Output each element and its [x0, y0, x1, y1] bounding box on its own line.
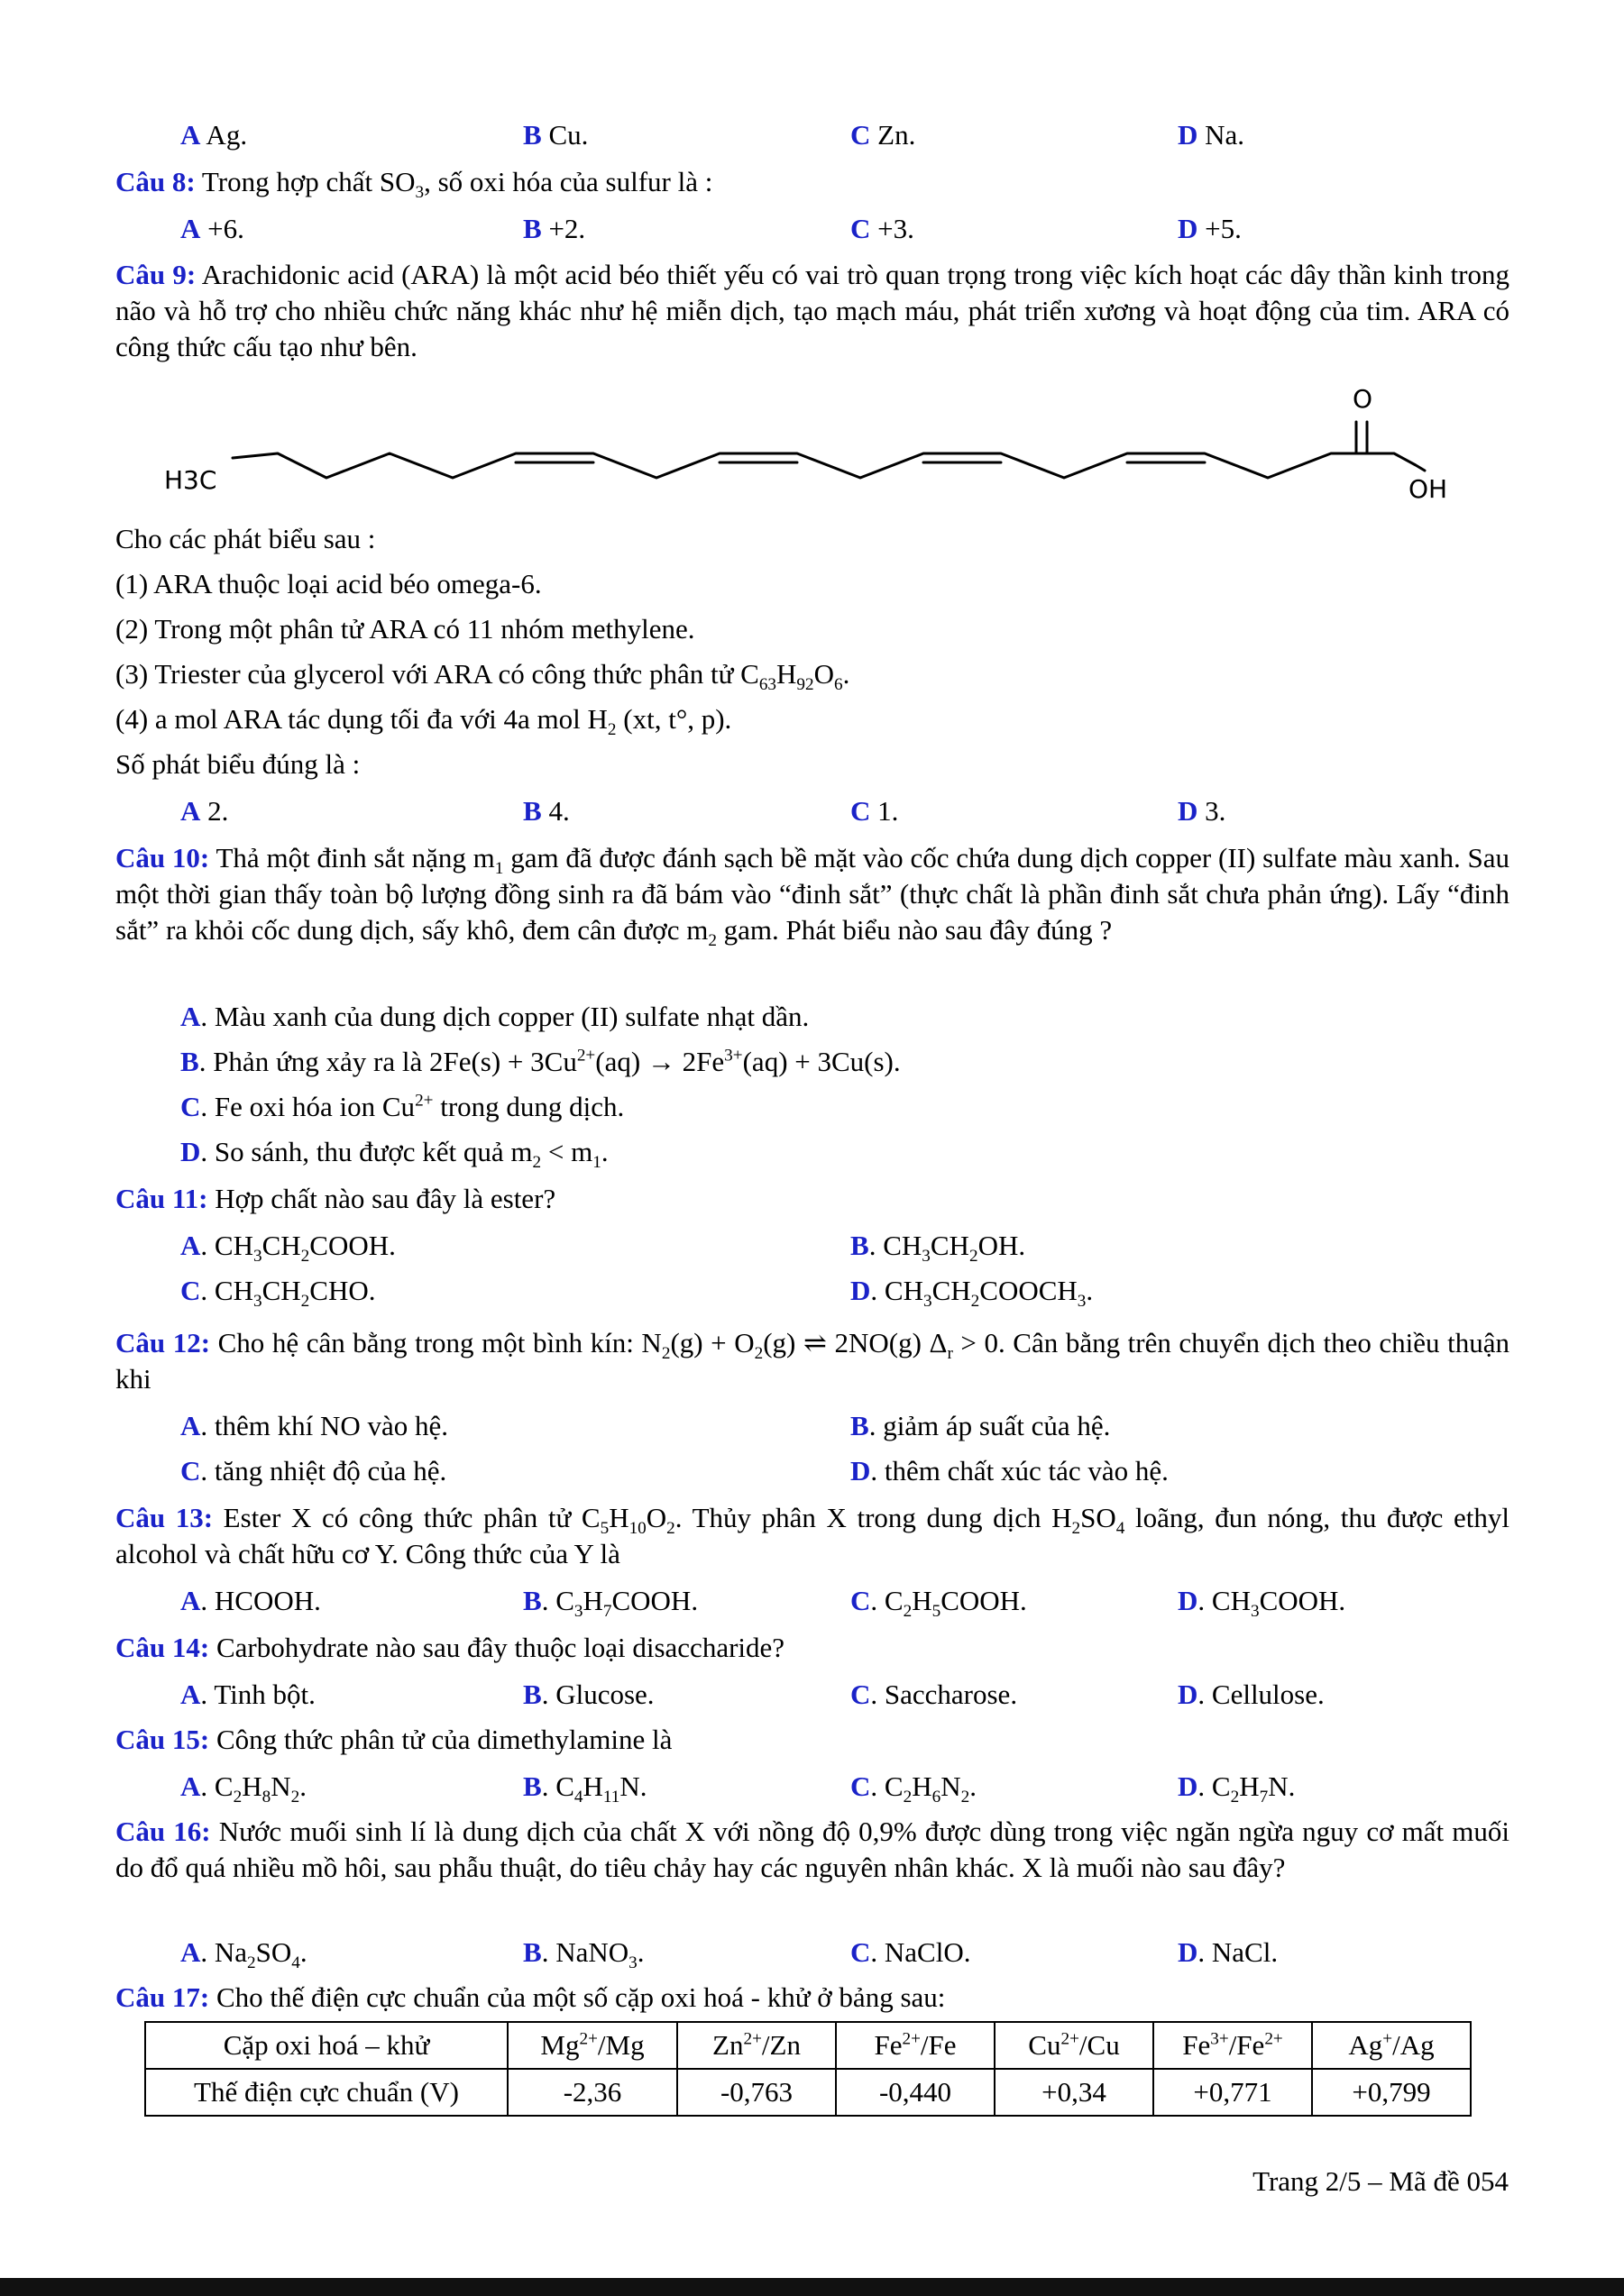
struct-o-label: O — [1353, 384, 1373, 414]
question-number: Câu 14: — [115, 1632, 210, 1663]
q12-stem: Câu 12: Cho hệ cân bằng trong một bình kín: $N_2(g) + O_2(g)$ ⇌ 2NO(g) $\Delta_r > 0$. Cân bằng trên chuyển dịch theo chiều thuận khi — [115, 1327, 1509, 1395]
q8-stem: Câu 8: Trong hợp chất $SO_3$, số oxi hóa của sulfur là : — [115, 166, 713, 203]
table-cell: Ag+/Ag — [1312, 2022, 1471, 2069]
question-number: Câu 13: — [115, 1502, 214, 1533]
table-cell: $Cu^{2+}/Cu$ — [995, 2022, 1153, 2069]
q9-option-c: C 1. — [850, 795, 899, 827]
q9-option-d: D 3. — [1178, 795, 1226, 827]
q8-option-a: A +6. — [180, 213, 244, 244]
table-cell: +0,34 — [995, 2069, 1153, 2116]
struct-oh-label: OH — [1408, 474, 1448, 504]
question-number: Câu 11: — [115, 1183, 208, 1214]
table-cell: +0,799 — [1312, 2069, 1471, 2116]
q17-stem: Câu 17: Cho thế điện cực chuẩn của một số cặp oxi hoá - khử ở bảng sau: — [115, 1981, 946, 2013]
struct-ch3-label: H3C — [164, 465, 217, 495]
q13-stem: Câu 13: Ester X có công thức phân tử $C_5H_{10}O_2$. Thủy phân X trong dung dịch $H_2SO_4$ loãng, đun nóng, thu được ethyl alcohol và chất hữu cơ Y. Công thức của Y là — [115, 1502, 1509, 1569]
carbon-chain — [233, 422, 1425, 478]
table-cell: $Mg^{2+}/Mg$ — [508, 2022, 677, 2069]
q13-option-b: B. $C_3H_7COOH$. — [523, 1585, 699, 1622]
ara-structure-diagram — [153, 379, 1470, 514]
table-header-cell: Cặp oxi hoá – khử — [145, 2022, 508, 2069]
q9-statement-3: (3) Triester của glycerol với ARA có công thức phân tử $C_{63}H_{92}O_6$. — [115, 658, 850, 695]
q7-option-c: C Zn. — [850, 119, 916, 151]
q15-option-d: D. $C_2H_7N$. — [1178, 1770, 1296, 1807]
table-cell: +0,771 — [1153, 2069, 1312, 2116]
q9-intro: Cho các phát biểu sau : — [115, 523, 376, 554]
question-number: Câu 10: — [115, 842, 210, 874]
q11-option-c: C. $CH_3CH_2CHO$. — [180, 1275, 376, 1312]
table-cell: $Zn^{2+}/Zn$ — [677, 2022, 836, 2069]
option-letter: A — [180, 119, 201, 151]
q15-option-a: A. $C_2H_8N_2$. — [180, 1770, 307, 1807]
q9-question: Số phát biểu đúng là : — [115, 748, 361, 780]
q10-option-d: D. So sánh, thu được kết quả $m_2 < m_1$. — [180, 1136, 609, 1173]
q12-option-a: A. thêm khí NO vào hệ. — [180, 1410, 449, 1441]
q8-option-d: D +5. — [1178, 213, 1242, 244]
q14-option-c: C. Saccharose. — [850, 1679, 1018, 1710]
q12-option-d: D. thêm chất xúc tác vào hệ. — [850, 1455, 1169, 1486]
q16-option-d: D. NaCl. — [1178, 1936, 1279, 1968]
q11-option-b: B. $CH_3CH_2OH$. — [850, 1230, 1026, 1267]
q16-option-c: C. NaClO. — [850, 1936, 971, 1968]
q9-statement-4: (4) a mol ARA tác dụng tối đa với 4a mol $H_2$ (xt, t°, p). — [115, 703, 732, 740]
q11-stem: Câu 11: Hợp chất nào sau đây là ester? — [115, 1183, 556, 1214]
q10-option-a: A. Màu xanh của dung dịch copper (II) sulfate nhạt dần. — [180, 1001, 810, 1032]
q14-option-d: D. Cellulose. — [1178, 1679, 1325, 1710]
table-row — [145, 2022, 1471, 2069]
question-number: Câu 8: — [115, 166, 196, 197]
q7-option-a: A Ag. — [180, 119, 248, 151]
electrode-potential-table — [144, 2021, 1472, 2117]
q10-option-c: C. Fe oxi hóa ion $Cu^{2+}$ trong dung dịch. — [180, 1091, 625, 1122]
q14-option-b: B. Glucose. — [523, 1679, 655, 1710]
q14-option-a: A. Tinh bột. — [180, 1679, 316, 1710]
q9-statement-1: (1) ARA thuộc loại acid béo omega-6. — [115, 568, 542, 599]
table-header-cell: Thế điện cực chuẩn (V) — [145, 2069, 508, 2116]
q13-option-a: A. HCOOH. — [180, 1585, 321, 1616]
table-cell: $Fe^{3+}/Fe^{2+}$ — [1153, 2022, 1312, 2069]
q11-option-d: D. $CH_3CH_2COOCH_3$. — [850, 1275, 1094, 1312]
q9-stem: Câu 9: Arachidonic acid (ARA) là một acid béo thiết yếu có vai trò quan trọng trong việc kích hoạt các dây thần kinh trong não và hỗ trợ cho nhiều chức năng khác như hệ miễn dịch, tạo mạch máu, phát triển xương và hoạt động của tim. ARA có công thức cấu tạo như bên. — [115, 259, 1509, 362]
q15-option-c: C. $C_2H_6N_2$. — [850, 1770, 977, 1807]
q16-option-a: A. $Na_2SO_4$. — [180, 1936, 307, 1973]
q9-option-b: B 4. — [523, 795, 570, 827]
page-footer: Trang 2/5 – Mã đề 054 — [1252, 2165, 1509, 2197]
q16-option-b: B. NaNO$_3$. — [523, 1936, 645, 1973]
q13-option-d: D. $CH_3COOH$. — [1178, 1585, 1346, 1622]
question-number: Câu 17: — [115, 1981, 210, 2013]
q11-option-a: A. $CH_3CH_2COOH$. — [180, 1230, 396, 1267]
q10-stem: Câu 10: Thả một đinh sắt nặng $m_1$ gam đã được đánh sạch bề mặt vào cốc chứa dung dịch copper (II) sulfate màu xanh. Sau một thời gian thấy toàn bộ lượng đồng sinh ra đã bám vào “đinh sắt” (thực chất là phần đinh sắt chưa phản ứng). Lấy “đinh sắt” ra khỏi cốc dung dịch, sấy khô, đem cân được $m_2$ gam. Phát biểu nào sau đây đúng ? — [115, 842, 1509, 951]
page-bottom-edge — [0, 2278, 1624, 2296]
q14-stem: Câu 14: Carbohydrate nào sau đây thuộc loại disaccharide? — [115, 1632, 785, 1663]
q8-option-b: B +2. — [523, 213, 586, 244]
table-cell: -0,440 — [836, 2069, 995, 2116]
table-cell: -2,36 — [508, 2069, 677, 2116]
q15-stem: Câu 15: Công thức phân tử của dimethylamine là — [115, 1724, 673, 1755]
question-number: Câu 12: — [115, 1327, 211, 1358]
table-cell: -0,763 — [677, 2069, 836, 2116]
question-number: Câu 16: — [115, 1816, 211, 1847]
q15-option-b: B. $C_4H_{11}N$. — [523, 1770, 647, 1807]
q8-option-c: C +3. — [850, 213, 914, 244]
q12-option-b: B. giảm áp suất của hệ. — [850, 1410, 1111, 1441]
q7-option-d: D Na. — [1178, 119, 1245, 151]
q7-option-b: B Cu. — [523, 119, 589, 151]
q13-option-c: C. $C_2H_5COOH$. — [850, 1585, 1027, 1622]
table-cell: $Fe^{2+}/Fe$ — [836, 2022, 995, 2069]
q12-option-c: C. tăng nhiệt độ của hệ. — [180, 1455, 447, 1486]
q16-stem: Câu 16: Nước muối sinh lí là dung dịch của chất X với nồng độ 0,9% được dùng trong việc ngăn ngừa nguy cơ mất muối do đổ quá nhiều mồ hôi, sau phẫu thuật, do tiêu chảy hay các nguyên nhân khác. X là muối nào sau đây? — [115, 1816, 1509, 1883]
question-number: Câu 9: — [115, 259, 197, 290]
q9-statement-2: (2) Trong một phân tử ARA có 11 nhóm methylene. — [115, 613, 695, 645]
q9-option-a: A 2. — [180, 795, 229, 827]
question-number: Câu 15: — [115, 1724, 210, 1755]
q10-option-b: B. Phản ứng xảy ra là $2Fe(s) + 3Cu^{2+}(aq) \to 2Fe^{3+}(aq) + 3Cu(s)$. — [180, 1046, 901, 1077]
table-row — [145, 2069, 1471, 2116]
